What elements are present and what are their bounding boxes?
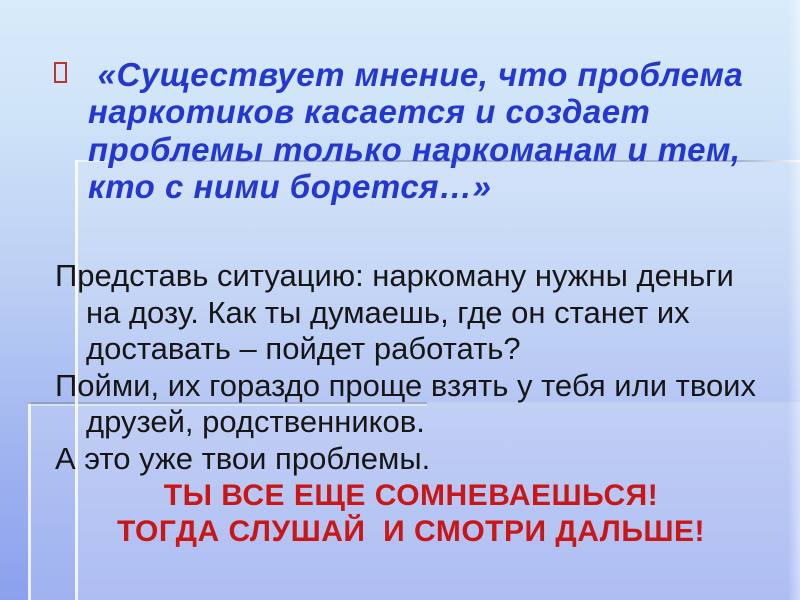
body-text-block: [55, 258, 767, 551]
quote-block: [88, 56, 793, 205]
quote-line: наркотиков касается и создает: [88, 93, 651, 131]
quote-line: «Существует мнение, что проблема: [88, 56, 744, 93]
missing-glyph-box-icon: [54, 62, 67, 83]
body-text-line: Представь ситуацию: наркоману нужны деньги: [55, 258, 734, 293]
warning-line: ТЫ ВСЕ ЕЩЕ СОМНЕВАЕШЬСЯ!: [163, 478, 659, 512]
body-text-line: доставать – пойдет работать?: [86, 331, 521, 367]
body-text-line: на дозу. Как ты думаешь, где он станет их: [86, 294, 690, 330]
warning-line: ТОГДА СЛУШАЙ И СМОТРИ ДАЛЬШЕ!: [116, 515, 706, 549]
body-text-line: Пойми, их гораздо проще взять у тебя или твоих: [55, 367, 756, 403]
quote-line: кто с ними борется…»: [88, 167, 492, 205]
quote-line: проблемы только наркоманам и тем,: [88, 130, 741, 168]
body-text-line: друзей, родственников.: [86, 404, 425, 440]
body-text-line: А это уже твои проблемы.: [55, 440, 431, 476]
